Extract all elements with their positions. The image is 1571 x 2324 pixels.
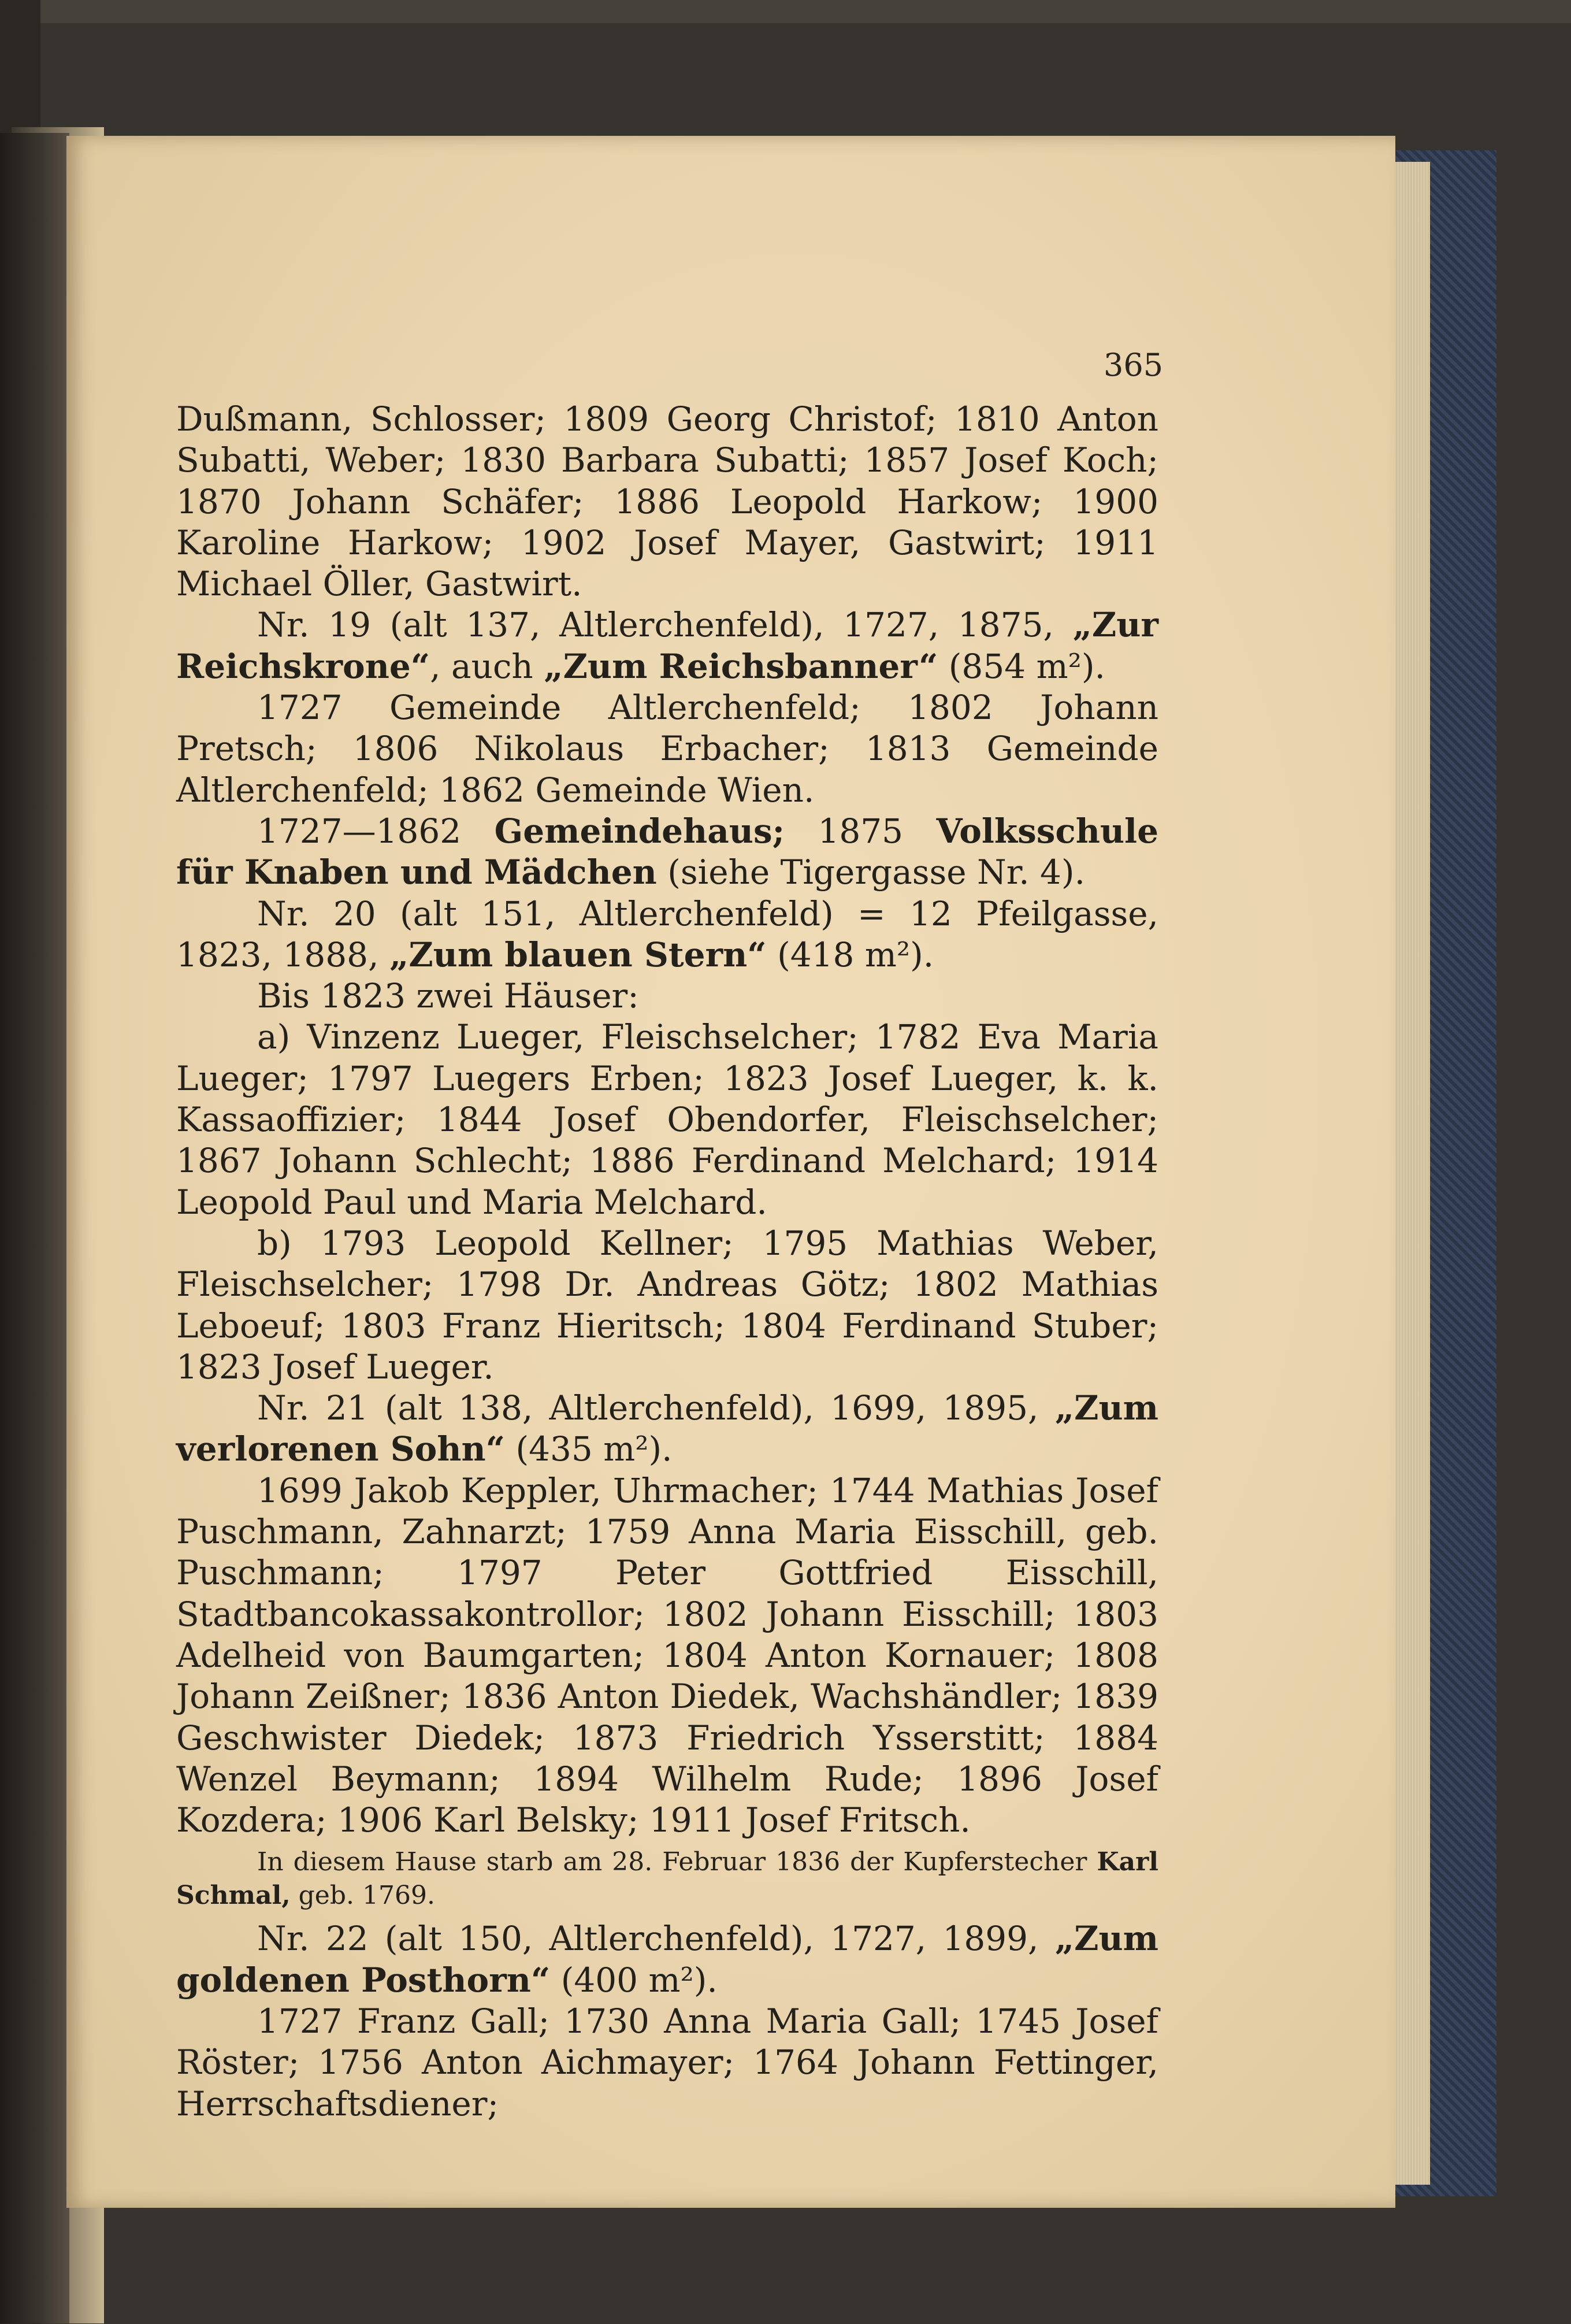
text-segment: Nr. 21 (alt 138, Altlerchenfeld), 1699, 1895, [257, 1388, 1055, 1428]
paragraph [176, 687, 1158, 811]
paragraph [176, 1223, 1158, 1388]
text-segment: a) Vinzenz Lueger, Fleischselcher; 1782 Eva Maria Lueger; 1797 Luegers Erben; 1823 Josef Lueger, k. k. Kassaoffizier; 1844 Josef Obendorfer, Fleischselcher; 1867 Johann Schlecht; 1886 Ferdinand Melchard; 1914 Leopold Paul und Maria Melchard. [176, 1017, 1158, 1222]
top-background [0, 0, 1571, 23]
paragraph [176, 1470, 1158, 1841]
body-paragraphs [176, 399, 1158, 1841]
text-segment: 1727—1862 [257, 811, 495, 851]
bold-heading-text: Karl Schmal, [176, 1847, 1158, 1911]
text-segment: Bis 1823 zwei Häuser: [257, 976, 639, 1016]
text-segment: Dußmann, Schlosser; 1809 Georg Christof; 1810 Anton Subatti, Weber; 1830 Barbara Subatti; 1857 Josef Koch; 1870 Johann Schäfer; 1886 Leopold Harkow; 1900 Karoline Harkow; 1902 Josef Mayer, Gastwirt; 1911 Michael Öller, Gastwirt. [176, 399, 1158, 604]
bold-heading-text: „Zum Reichsbanner“ [544, 646, 938, 686]
text-segment: (400 m²). [550, 1960, 718, 2000]
body-paragraphs-continued [176, 1918, 1158, 2124]
bold-heading-text: Gemeindehaus; [494, 811, 785, 851]
paragraph [176, 894, 1158, 976]
text-segment: 1875 [785, 811, 937, 851]
bold-heading-text: „Zum verlorenen Sohn“ [176, 1388, 1158, 1469]
text-segment: 1727 Gemeinde Altlerchenfeld; 1802 Johann Pretsch; 1806 Nikolaus Erbacher; 1813 Gemeinde Altlerchenfeld; 1862 Gemeinde Wien. [176, 688, 1158, 810]
paragraph [176, 2001, 1158, 2125]
text-segment: In diesem Hause starb am 28. Februar 1836 der Kupferstecher [257, 1847, 1097, 1877]
bold-heading-text: „Zum blauen Stern“ [389, 935, 767, 974]
bold-heading-text: „Zum goldenen Posthorn“ [176, 1919, 1158, 2000]
text-segment: 1699 Jakob Keppler, Uhrmacher; 1744 Mathias Josef Puschmann, Zahnarzt; 1759 Anna Maria Eisschill, geb. Puschmann; 1797 Peter Gottfried Eisschill, Stadtbancokassakontrollor; 1802 Johann Eisschill; 1803 Adelheid von Baumgarten; 1804 Anton Kornauer; 1808 Johann Zeißner; 1836 Anton Diedek, Wachshändler; 1839 Geschwister Diedek; 1873 Friedrich Ysserstitt; 1884 Wenzel Beymann; 1894 Wilhelm Rude; 1896 Josef Kozdera; 1906 Karl Belsky; 1911 Josef Fritsch. [176, 1470, 1158, 1840]
page-text [176, 399, 1158, 2125]
text-segment: (854 m²). [938, 646, 1105, 686]
text-segment: (418 m²). [766, 935, 934, 974]
paragraph [176, 1017, 1158, 1222]
book-spine-shadow [0, 133, 69, 2323]
text-segment: , auch [430, 646, 544, 686]
bold-heading-text: Volksschule für Knaben und Mädchen [176, 811, 1158, 892]
text-segment: (siehe Tigergasse Nr. 4). [656, 852, 1085, 892]
paragraph [176, 811, 1158, 894]
paragraph [176, 1918, 1158, 2001]
paragraph [176, 1388, 1158, 1470]
text-segment: Nr. 20 (alt 151, Altlerchenfeld) = 12 Pfeilgasse, 1823, 1888, [176, 894, 1158, 974]
text-segment: b) 1793 Leopold Kellner; 1795 Mathias Weber, Fleischselcher; 1798 Dr. Andreas Götz; 1802 Mathias Leboeuf; 1803 Franz Hieritsch; 1804 Ferdinand Stuber; 1823 Josef Lueger. [176, 1223, 1158, 1387]
text-segment: geb. 1769. [290, 1881, 435, 1911]
paragraph [176, 399, 1158, 605]
page-number: 365 [1104, 347, 1164, 383]
paragraph [176, 605, 1158, 687]
text-segment: 1727 Franz Gall; 1730 Anna Maria Gall; 1745 Josef Röster; 1756 Anton Aichmayer; 1764 Johann Fettinger, Herrschaftsdiener; [176, 2001, 1158, 2123]
text-segment: Nr. 22 (alt 150, Altlerchenfeld), 1727, 1899, [257, 1919, 1055, 1959]
footnote [176, 1845, 1158, 1912]
paragraph [176, 976, 1158, 1017]
bold-heading-text: „Zur Reichskrone“ [176, 605, 1158, 686]
text-segment: Nr. 19 (alt 137, Altlerchenfeld), 1727, 1875, [257, 605, 1073, 645]
text-segment: (435 m²). [505, 1429, 673, 1469]
